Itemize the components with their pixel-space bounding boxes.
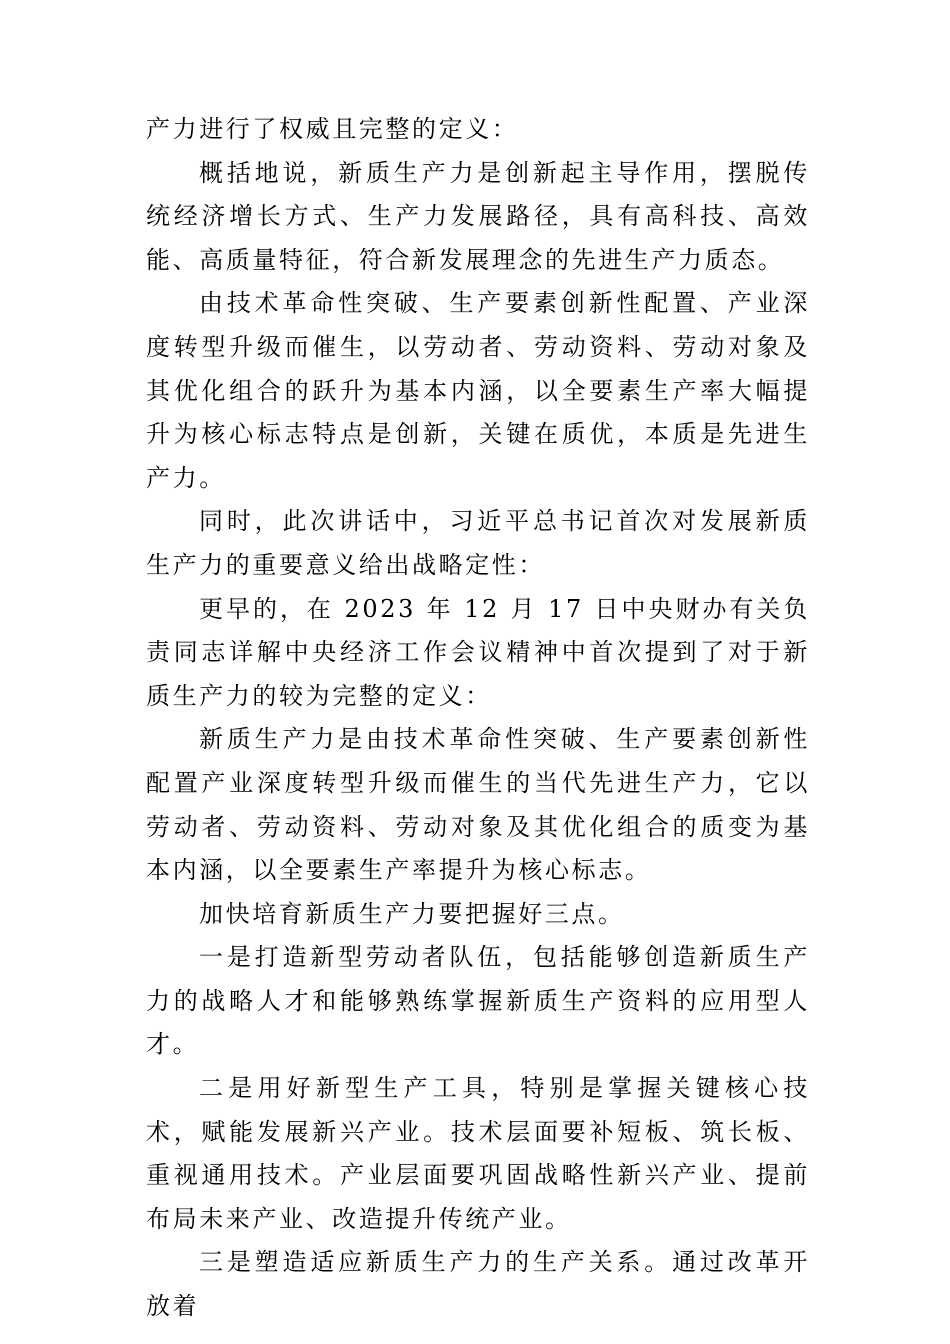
paragraph-definition-detail: 由技术革命性突破、生产要素创新性配置、产业深度转型升级而催生，以劳动者、劳动资料、劳动对象及其优化组合的跃升为基本内涵，以全要素生产率大幅提升为核心标志特点是创新，关键在质优，本质是先进生产力。 [146, 289, 810, 492]
paragraph-point-three: 三是塑造适应新质生产力的生产关系。通过改革开放着 [146, 1248, 810, 1321]
paragraph-strategic-significance: 同时，此次讲话中，习近平总书记首次对发展新质生产力的重要意义给出战略定性： [146, 507, 810, 579]
paragraph-earlier-definition-intro: 更早的，在 2023 年 12 月 17 日中央财办有关负责同志详解中央经济工作会议精神中首次提到了对于新质生产力的较为完整的定义： [146, 594, 810, 710]
paragraph-point-one: 一是打造新型劳动者队伍，包括能够创造新质生产力的战略人才和能够熟练掌握新质生产资料的应用型人才。 [146, 943, 810, 1059]
paragraph-continuation: 产力进行了权威且完整的定义： [146, 115, 519, 143]
paragraph-three-points-intro: 加快培育新质生产力要把握好三点。 [199, 899, 625, 928]
paragraph-point-two: 二是用好新型生产工具，特别是掌握关键核心技术，赋能发展新兴产业。技术层面要补短板、筑长板、重视通用技术。产业层面要巩固战略性新兴产业、提前布局未来产业、改造提升传统产业。 [146, 1074, 810, 1233]
paragraph-earlier-definition: 新质生产力是由技术革命性突破、生产要素创新性配置产业深度转型升级而催生的当代先进生产力，它以劳动者、劳动资料、劳动对象及其优化组合的质变为基本内涵，以全要素生产率提升为核心标志。 [146, 725, 810, 885]
paragraph-definition-summary: 概括地说，新质生产力是创新起主导作用，摆脱传统经济增长方式、生产力发展路径，具有高科技、高效能、高质量特征，符合新发展理念的先进生产力质态。 [146, 158, 810, 274]
document-body [146, 108, 810, 1329]
